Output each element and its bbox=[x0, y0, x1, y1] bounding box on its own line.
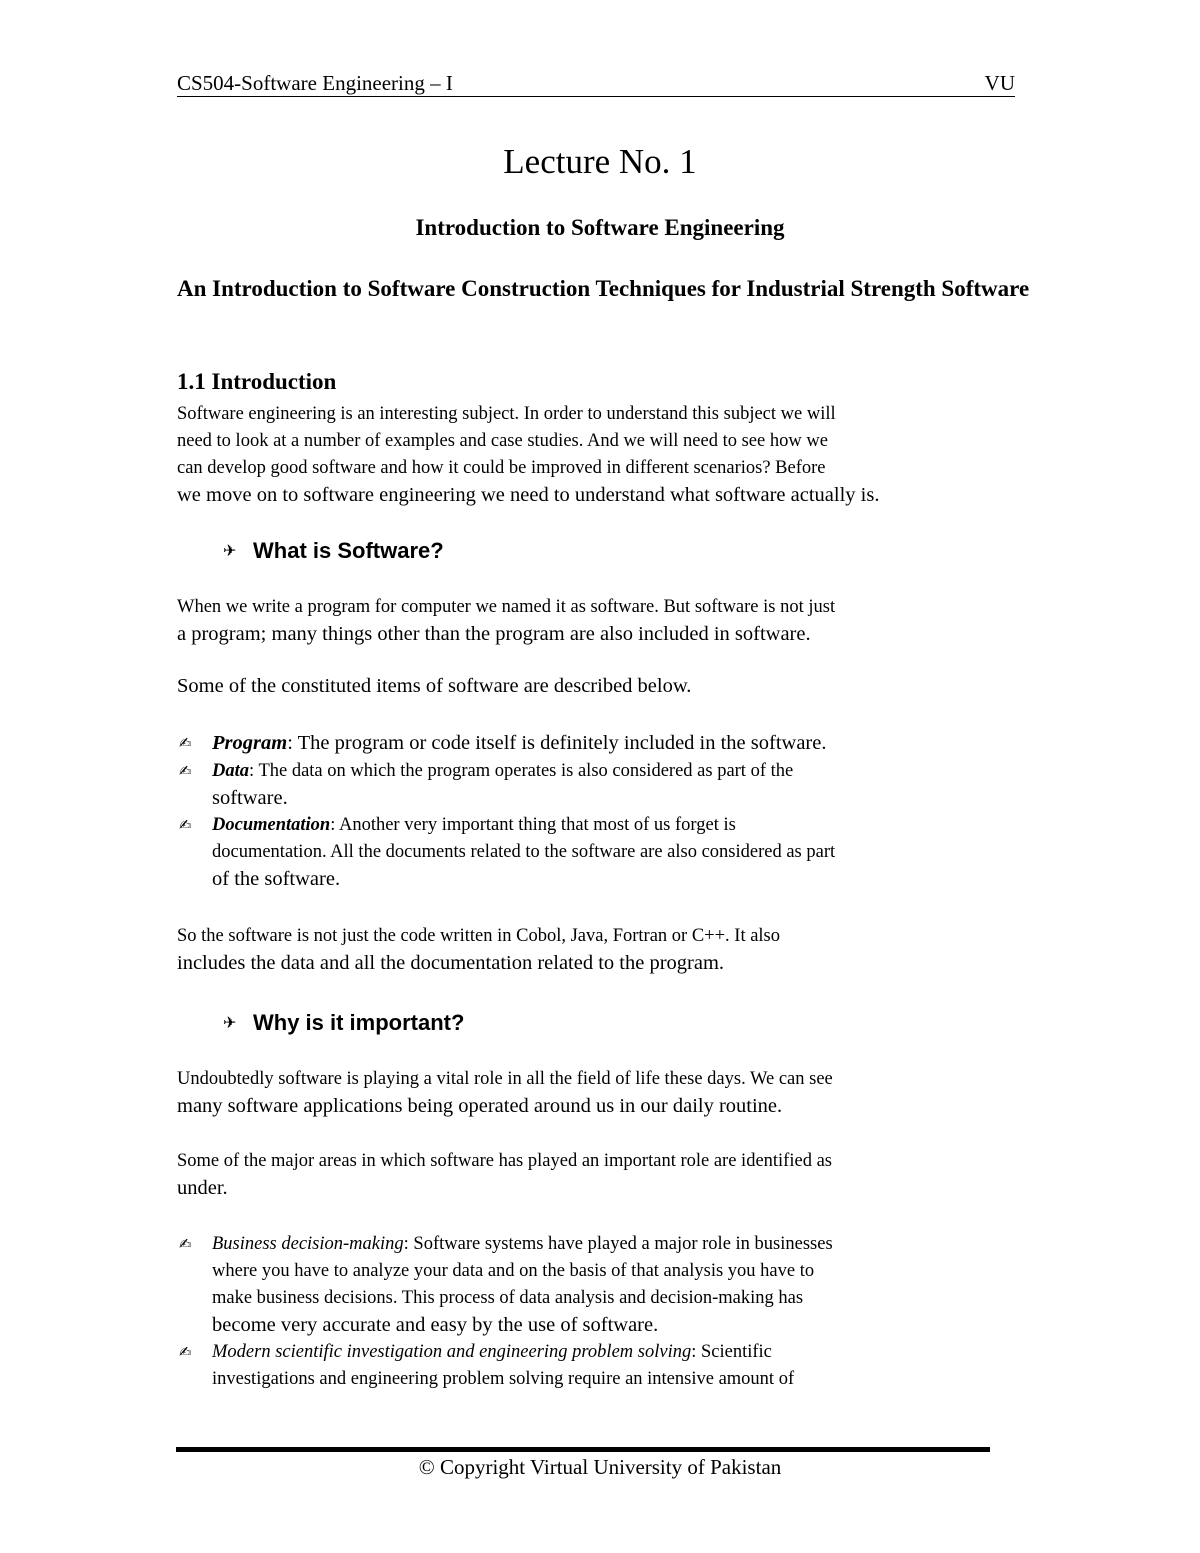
copyright-footer: © Copyright Virtual University of Pakistan bbox=[418, 1455, 782, 1479]
text-line: under. bbox=[177, 1177, 228, 1199]
item-text-continued: make business decisions. This process of data analysis and decision-making has bbox=[212, 1288, 804, 1308]
major-areas-list bbox=[177, 1231, 967, 1393]
airplane-icon: ✈ bbox=[223, 1015, 237, 1032]
item-text: The data on which the program operates is also considered as part of the bbox=[258, 761, 794, 781]
writing-hand-icon: ✍ bbox=[179, 1343, 192, 1361]
course-title: CS504-Software Engineering – I bbox=[177, 71, 453, 95]
introduction-paragraph bbox=[177, 401, 967, 509]
text-line: can develop good software and how it could be improved in different scenarios? Before bbox=[177, 458, 826, 478]
text-line: Some of the major areas in which software has played an important role are identified as bbox=[177, 1151, 832, 1171]
item-text-continued: where you have to analyze your data and on the basis of that analysis you have to bbox=[212, 1261, 815, 1281]
running-header bbox=[177, 70, 1015, 97]
text-line: includes the data and all the documentation related to the program. bbox=[177, 952, 725, 974]
text-line: So the software is not just the code written in Cobol, Java, Fortran or C++. It also bbox=[177, 926, 781, 946]
major-areas-intro bbox=[177, 1148, 967, 1202]
text-line: need to look at a number of examples and case studies. And we will need to see how we bbox=[177, 431, 828, 451]
text-line: When we write a program for computer we named it as software. But software is not just bbox=[177, 597, 836, 617]
list-item: ✍ Documentation: Another very important thing that most of us forget is documentation. All the documents related to the software are also considered as part of the software. bbox=[177, 812, 967, 893]
section-heading-introduction: 1.1 Introduction bbox=[177, 369, 337, 394]
main-heading: An Introduction to Software Construction Techniques for Industrial Strength Software bbox=[177, 276, 1030, 301]
text-line: Undoubtedly software is playing a vital role in all the field of life these days. We can see bbox=[177, 1069, 833, 1089]
writing-hand-icon: ✍ bbox=[179, 734, 192, 752]
item-term: Data bbox=[212, 761, 249, 781]
airplane-icon: ✈ bbox=[223, 543, 237, 560]
software-items-list bbox=[177, 730, 967, 893]
text-line: Some of the constituted items of software are described below. bbox=[177, 675, 692, 697]
item-text-continued: of the software. bbox=[212, 868, 341, 890]
why-important-paragraph bbox=[177, 1066, 967, 1120]
lecture-title: Lecture No. 1 bbox=[503, 142, 697, 181]
subheading-label: What is Software? bbox=[253, 538, 444, 563]
constituted-items-intro bbox=[177, 673, 967, 700]
institution-abbrev: VU bbox=[984, 71, 1015, 95]
subheading-why-important bbox=[223, 1008, 464, 1039]
item-term: Documentation bbox=[212, 815, 331, 835]
item-text-continued: become very accurate and easy by the use of software. bbox=[212, 1314, 659, 1336]
writing-hand-icon: ✍ bbox=[179, 1235, 192, 1253]
list-item: ✍ Data: The data on which the program operates is also considered as part of the software. bbox=[177, 758, 967, 812]
item-text-continued: software. bbox=[212, 787, 288, 809]
item-text-continued: documentation. All the documents related to the software are also considered as part bbox=[212, 842, 836, 862]
footer-divider bbox=[176, 1447, 990, 1452]
item-text: Scientific bbox=[700, 1342, 772, 1362]
item-text: Software systems have played a major role in businesses bbox=[413, 1234, 833, 1254]
list-item: ✍ Business decision-making: Software systems have played a major role in businesses where you have to analyze your data and on the basis of that analysis you have to make business decisions. This process of data analysis and decision-making has become very accurate and easy by the use of software. bbox=[177, 1231, 967, 1339]
item-text: The program or code itself is definitely included in the software. bbox=[297, 732, 827, 754]
writing-hand-icon: ✍ bbox=[179, 816, 192, 834]
item-term: Modern scientific investigation and engineering problem solving bbox=[212, 1342, 692, 1362]
lecture-subtitle: Introduction to Software Engineering bbox=[415, 215, 785, 240]
text-line: a program; many things other than the program are also included in software. bbox=[177, 623, 811, 645]
text-line: Software engineering is an interesting subject. In order to understand this subject we will bbox=[177, 404, 836, 424]
list-item: ✍ Modern scientific investigation and engineering problem solving: Scientific investigations and engineering problem solving require an intensive amount of bbox=[177, 1339, 967, 1393]
what-is-software-paragraph bbox=[177, 594, 967, 648]
item-text-continued: investigations and engineering problem solving require an intensive amount of bbox=[212, 1369, 795, 1389]
subheading-what-is-software bbox=[223, 536, 444, 567]
item-term: Business decision-making bbox=[212, 1234, 404, 1254]
text-line: many software applications being operated around us in our daily routine. bbox=[177, 1095, 783, 1117]
software-summary-paragraph bbox=[177, 923, 967, 977]
text-line: we move on to software engineering we need to understand what software actually is. bbox=[177, 484, 880, 506]
list-item: ✍ Program: The program or code itself is definitely included in the software. bbox=[177, 730, 967, 758]
item-text: Another very important thing that most of us forget is bbox=[338, 815, 736, 835]
writing-hand-icon: ✍ bbox=[179, 762, 192, 780]
item-term: Program bbox=[212, 732, 288, 754]
subheading-label: Why is it important? bbox=[253, 1010, 465, 1035]
